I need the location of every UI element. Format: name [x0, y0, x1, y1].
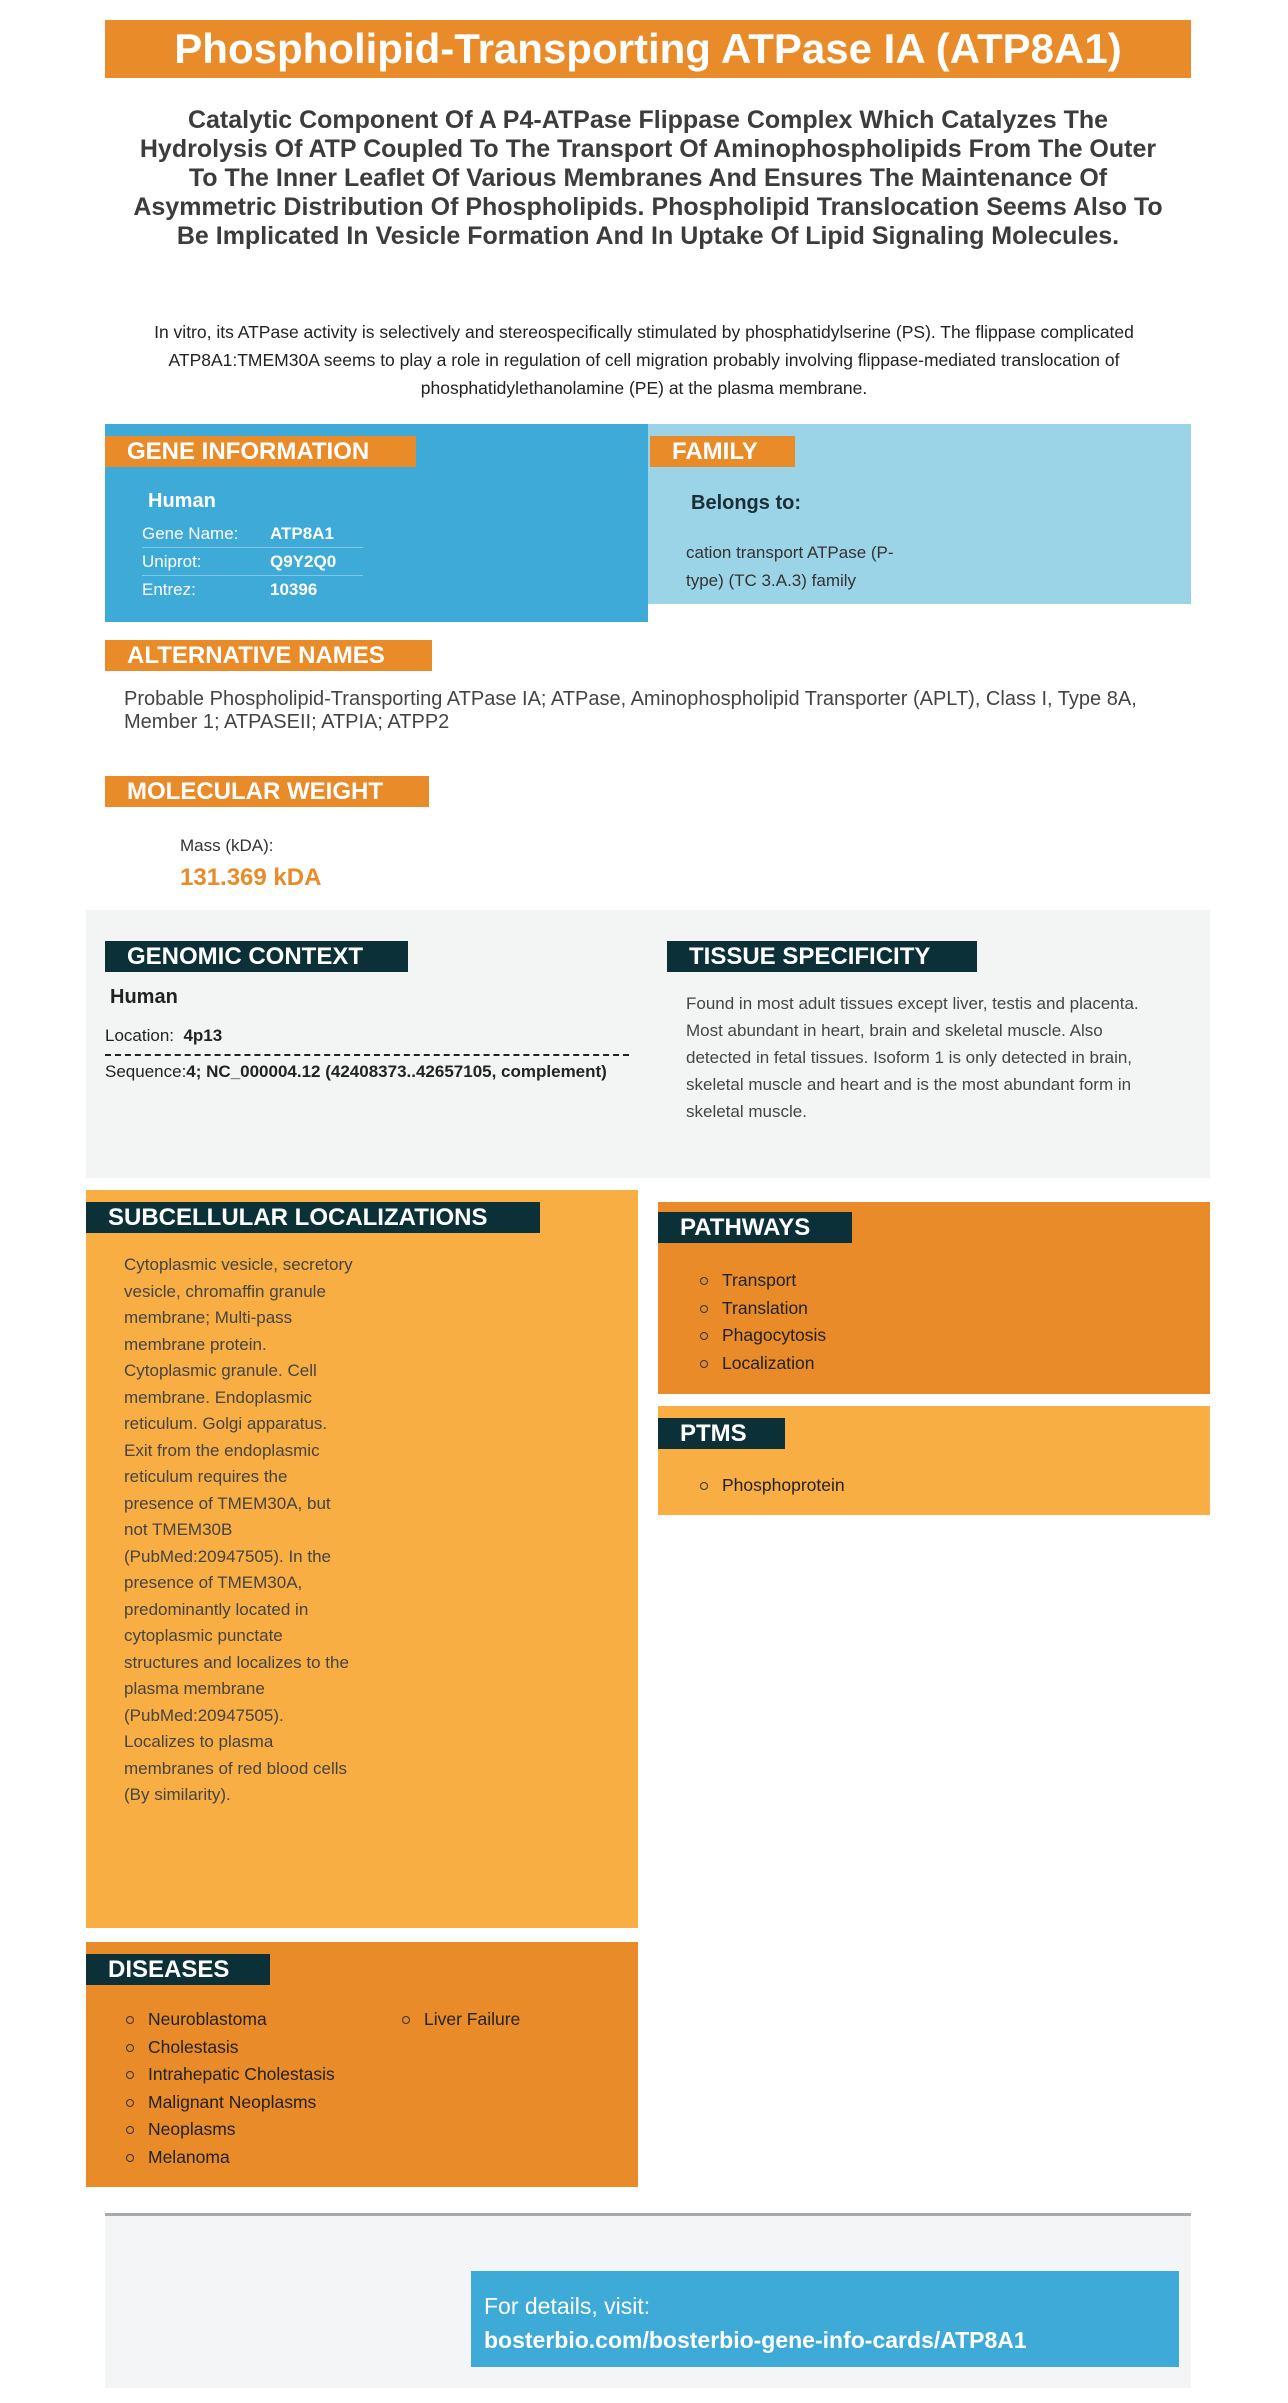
gene-row-label: Entrez: [142, 580, 196, 599]
pathways-list [698, 1267, 826, 1377]
subcellular-heading: SUBCELLULAR LOCALIZATIONS [86, 1202, 540, 1233]
mass-value: 131.369 kDA [180, 864, 322, 891]
list-item: Neuroblastoma [124, 2006, 335, 2034]
gene-row-label: Uniprot: [142, 552, 202, 571]
list-item: Transport [698, 1267, 826, 1295]
page-title: Phospholipid-Transporting ATPase IA (ATP8A1) [105, 20, 1191, 78]
gene-row-entrez [142, 576, 363, 604]
family-panel [648, 424, 1191, 604]
gene-row-value: ATP8A1 [270, 524, 334, 543]
ptms-panel [658, 1406, 1210, 1515]
location-value: 4p13 [183, 1026, 223, 1045]
diseases-list-col1 [124, 2006, 335, 2171]
gene-row-value: Q9Y2Q0 [270, 552, 337, 571]
list-item: Translation [698, 1295, 826, 1323]
intro-paragraph: In vitro, its ATPase activity is selectively and stereospecifically stimulated by phosphatidylserine (PS). The flippase complicated ATP8A1:TMEM30A seems to play a role in regulation of cell migration probably involving flippase-mediated translocation of phosphatidylethanolamine (PE) at the plasma membrane. [154, 322, 1134, 398]
details-label: For details, visit: [484, 2293, 651, 2319]
genomic-location [105, 1026, 629, 1056]
family-heading: FAMILY [650, 436, 795, 467]
tissue-specificity-text: Found in most adult tissues except liver, testis and placenta. Most abundant in heart, brain and skeletal muscle. Also detected in fetal tissues. Isoform 1 is only detected in brain, skeletal muscle and heart and is the most abundant form in skeletal muscle. [686, 994, 1139, 1121]
genomic-species: Human [110, 986, 178, 1008]
gene-row-name [142, 520, 363, 548]
list-item: Neoplasms [124, 2116, 335, 2144]
gene-row-uniprot [142, 548, 363, 576]
list-item: Malignant Neoplasms [124, 2089, 335, 2117]
list-item: Localization [698, 1350, 826, 1378]
list-item: Liver Failure [400, 2006, 520, 2034]
ptms-list [698, 1472, 845, 1500]
genomic-tissue-band [86, 910, 1210, 1178]
subcellular-text: Cytoplasmic vesicle, secretory vesicle, chromaffin granule membrane; Multi-pass membrane protein. Cytoplasmic granule. Cell membrane. Endoplasmic reticulum. Golgi apparatus. Exit from the endoplasmic reticulum requires the presence of TMEM30A, but not TMEM30B (PubMed:20947505). In the presence of TMEM30A, predominantly located in cytoplasmic punctate structures and localizes to the plasma membrane (PubMed:20947505). Localizes to plasma membranes of red blood cells (By similarity). [124, 1255, 353, 1804]
alternative-names-text: Probable Phospholipid-Transporting ATPase IA; ATPase, Aminophospholipid Transporter (APLT), Class I, Type 8A, Member 1; ATPASEII; ATPIA; ATPP2 [124, 688, 1137, 733]
genomic-context-heading: GENOMIC CONTEXT [105, 941, 408, 972]
genomic-sequence [105, 1062, 645, 1082]
list-item: Phosphoprotein [698, 1472, 845, 1500]
location-label: Location: [105, 1026, 174, 1045]
pathways-panel [658, 1202, 1210, 1394]
family-text: cation transport ATPase (P-type) (TC 3.A.3) family [686, 543, 894, 590]
gene-row-value: 10396 [270, 580, 318, 599]
pathways-heading: PATHWAYS [658, 1212, 852, 1243]
gene-information-panel [105, 424, 648, 622]
list-item: Cholestasis [124, 2034, 335, 2062]
family-belongs-label: Belongs to: [691, 492, 801, 514]
sequence-label: Sequence: [105, 1062, 187, 1081]
tissue-specificity-heading: TISSUE SPECIFICITY [667, 941, 977, 972]
details-link-box[interactable] [471, 2271, 1179, 2367]
list-item: Melanoma [124, 2144, 335, 2172]
gene-row-label: Gene Name: [142, 524, 239, 543]
details-link[interactable]: bosterbio.com/bosterbio-gene-info-cards/ATP8A1 [484, 2327, 1027, 2353]
gene-information-heading: GENE INFORMATION [105, 436, 416, 467]
alternative-names-heading: ALTERNATIVE NAMES [105, 640, 432, 671]
sequence-value: 4; NC_000004.12 (42408373..42657105, complement) [186, 1062, 607, 1081]
page-subtitle: Catalytic Component Of A P4-ATPase Flippase Complex Which Catalyzes The Hydrolysis Of ATP Coupled To The Transport Of Aminophospholipids From The Outer To The Inner Leaflet Of Various Membranes And Ensures The Maintenance Of Asymmetric Distribution Of Phospholipids. Phospholipid Translocation Seems Also To Be Implicated In Vesicle Formation And In Uptake Of Lipid Signaling Molecules. [133, 106, 1163, 250]
diseases-panel [86, 1942, 638, 2187]
ptms-heading: PTMS [658, 1418, 785, 1449]
diseases-list-col2 [400, 2006, 520, 2034]
mass-label: Mass (kDA): [180, 836, 274, 855]
diseases-heading: DISEASES [86, 1954, 270, 1985]
molecular-weight-heading: MOLECULAR WEIGHT [105, 776, 429, 807]
list-item: Phagocytosis [698, 1322, 826, 1350]
gene-info-table [142, 520, 363, 604]
gene-species: Human [148, 490, 216, 512]
subcellular-panel [86, 1190, 638, 1928]
list-item: Intrahepatic Cholestasis [124, 2061, 335, 2089]
